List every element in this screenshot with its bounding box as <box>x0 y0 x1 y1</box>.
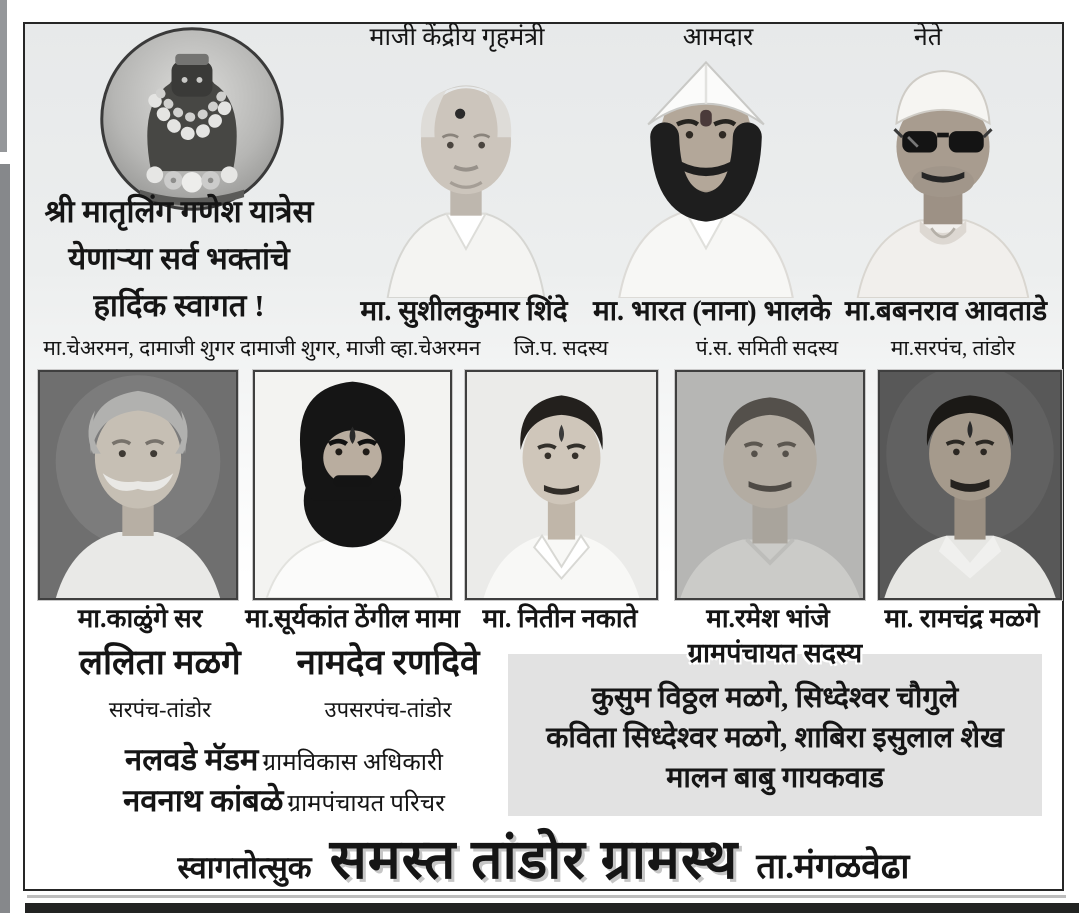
staff-line <box>88 742 480 778</box>
page-edge-strip-top <box>0 0 7 152</box>
member-designation: दामाजी शुगर, माजी व्हा.चेअरमन <box>240 336 481 360</box>
member-designation: पं.स. समिती सदस्य <box>695 336 839 360</box>
man-dark-background-portrait <box>878 370 1062 600</box>
black-beard-man-portrait <box>253 370 452 600</box>
member-name: मा. नितीन नकाते <box>482 604 638 633</box>
staff-name: नलवडे मॅडम <box>125 742 259 777</box>
official-name: ललिता मळगे <box>79 643 241 682</box>
member-designation: जि.प. सदस्य <box>513 336 609 360</box>
member-designation: मा.चेअरमन, दामाजी शुगर <box>43 336 235 360</box>
members-box-line: कविता सिध्देश्वर मळगे, शाबिरा इसुलाल शेख <box>546 722 1004 754</box>
members-box-line: कुसुम विठ्ठल मळगे, सिध्देश्वर चौगुले <box>591 682 959 714</box>
gray-mustache-man-portrait <box>38 370 238 600</box>
footer-main: समस्त तांडोर ग्रामस्थ <box>329 829 739 890</box>
page-edge-strip-bottom <box>0 164 10 913</box>
official-role: उपसरपंच-तांडोर <box>324 697 452 722</box>
footer-signature <box>27 820 1060 895</box>
ganesh-idol-photo <box>99 26 285 212</box>
man-cap-sunglasses-portrait <box>846 54 1040 298</box>
welcome-line: हार्दिक स्वागत ! <box>93 288 265 323</box>
staff-role: ग्रामविकास अधिकारी <box>262 750 443 776</box>
member-designation: मा.सरपंच, तांडोर <box>890 336 1016 360</box>
ad-frame-shadow <box>27 895 1066 898</box>
welcome-line: येणाऱ्या सर्व भक्तांचे <box>68 241 290 276</box>
members-box-title: ग्रामपंचायत सदस्य <box>687 638 863 668</box>
dignitary-name: मा.बबनराव आवताडे <box>844 296 1048 327</box>
dignitary-title: नेते <box>913 24 943 51</box>
staff-line <box>88 783 480 819</box>
staff-role: ग्रामपंचायत परिचर <box>287 791 445 817</box>
footer-prefix: स्वागतोत्सुक <box>177 850 312 885</box>
dignitary-name: मा. भारत (नाना) भालके <box>592 296 831 327</box>
members-box-line: मालन बाबु गायकवाड <box>666 762 884 794</box>
staff-name: नवनाथ कांबळे <box>123 783 284 818</box>
welcome-message <box>18 188 340 329</box>
member-name: मा. रामचंद्र मळगे <box>884 604 1040 633</box>
member-name: मा.सूर्यकांत ठेंगील मामा <box>245 604 460 633</box>
elderly-man-portrait <box>368 56 564 298</box>
bearded-man-white-cap-portrait <box>601 50 811 298</box>
footer-suffix: ता.मंगळवेढा <box>756 847 910 886</box>
young-man-mustache-portrait <box>465 370 658 600</box>
heavyset-man-portrait <box>675 370 865 600</box>
dignitary-title: आमदार <box>682 24 754 51</box>
adjacent-ad-divider-bar <box>25 903 1079 913</box>
official-name: नामदेव रणदिवे <box>296 643 480 682</box>
member-name: मा.रमेश भांजे <box>706 604 830 633</box>
welcome-line: श्री मातृलिंग गणेश यात्रेस <box>44 194 314 229</box>
member-name: मा.काळुंगे सर <box>77 604 203 633</box>
dignitary-name: मा. सुशीलकुमार शिंदे <box>360 296 568 327</box>
official-role: सरपंच-तांडोर <box>108 697 212 722</box>
dignitary-title: माजी केंद्रीय गृहमंत्री <box>369 24 545 51</box>
